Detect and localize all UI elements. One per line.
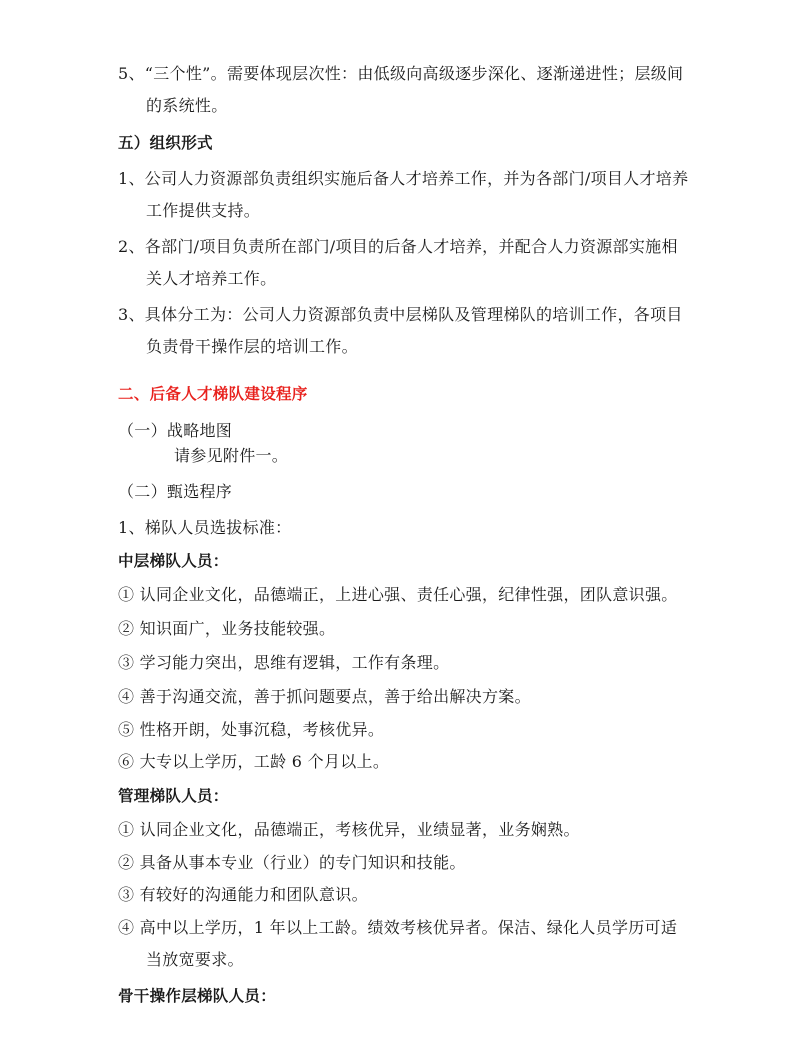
- item5-line1: 5、“三个性”。需要体现层次性：由低级向高级逐步深化、逐渐递进性；层级间: [118, 64, 684, 83]
- org-item3-line2: 负责骨干操作层的培训工作。: [146, 337, 358, 356]
- sub1-heading: （一）战略地图: [118, 421, 233, 440]
- middle-item-5: ⑤ 性格开朗，处事沉稳，考核优异。: [118, 720, 385, 739]
- org-item1-line2: 工作提供支持。: [146, 201, 261, 220]
- sub1-text: 请参见附件一。: [174, 446, 289, 465]
- sub2-heading: （二）甄选程序: [118, 482, 233, 501]
- mgmt-ladder-heading: 管理梯队人员：: [118, 787, 229, 805]
- middle-item-4: ④ 善于沟通交流，善于抓问题要点，善于给出解决方案。: [118, 687, 531, 706]
- mgmt-item-3: ③ 有较好的沟通能力和团队意识。: [118, 885, 368, 904]
- middle-ladder-heading: 中层梯队人员：: [118, 552, 229, 570]
- middle-item-1: ① 认同企业文化，品德端正，上进心强、责任心强，纪律性强，团队意识强。: [118, 585, 678, 604]
- org-item2-line1: 2、各部门/项目负责所在部门/项目的后备人才培养，并配合人力资源部实施相: [118, 237, 678, 256]
- core-ladder-heading: 骨干操作层梯队人员：: [118, 987, 277, 1005]
- criteria-title: 1、梯队人员选拔标准：: [118, 518, 292, 537]
- org-item2-line2: 关人才培养工作。: [146, 269, 277, 288]
- mgmt-item-4-line2: 当放宽要求。: [146, 950, 244, 969]
- middle-item-2: ② 知识面广，业务技能较强。: [118, 619, 336, 638]
- mgmt-item-1: ① 认同企业文化，品德端正，考核优异，业绩显著，业务娴熟。: [118, 820, 580, 839]
- org-item3-line1: 3、具体分工为：公司人力资源部负责中层梯队及管理梯队的培训工作，各项目: [118, 305, 683, 324]
- org-item1-line1: 1、公司人力资源部负责组织实施后备人才培养工作，并为各部门/项目人才培养: [118, 169, 689, 188]
- middle-item-6: ⑥ 大专以上学历，工龄 6 个月以上。: [118, 752, 390, 771]
- section5-heading: 五）组织形式: [118, 134, 213, 152]
- middle-item-3: ③ 学习能力突出，思维有逻辑，工作有条理。: [118, 653, 450, 672]
- chapter2-heading: 二、后备人才梯队建设程序: [118, 385, 308, 403]
- mgmt-item-2: ② 具备从事本专业（行业）的专门知识和技能。: [118, 853, 466, 872]
- mgmt-item-4-line1: ④ 高中以上学历，1 年以上工龄。绩效考核优异者。保洁、绿化人员学历可适: [118, 918, 678, 937]
- item5-line2: 的系统性。: [146, 96, 228, 115]
